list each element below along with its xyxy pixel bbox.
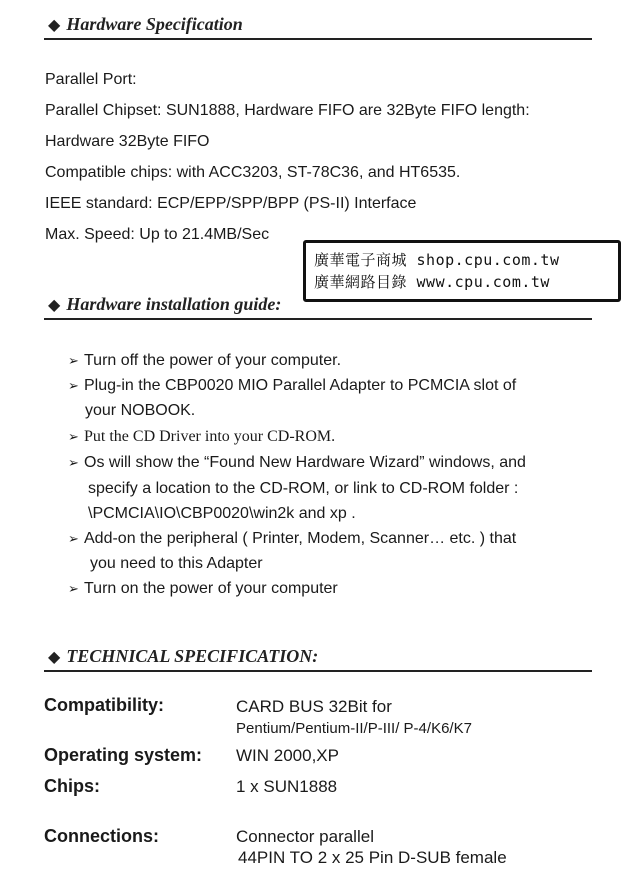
arrow-right-icon: ➢ bbox=[68, 455, 79, 470]
arrow-right-icon: ➢ bbox=[68, 429, 79, 444]
chips-label: Chips: bbox=[44, 776, 100, 796]
retailer-stamp bbox=[303, 240, 621, 302]
list-item-continuation: you need to this Adapter bbox=[90, 555, 263, 572]
spec-line: Compatible chips: with ACC3203, ST-78C36, and HT6535. bbox=[45, 164, 461, 181]
hardware-spec-heading-text: Hardware Specification bbox=[66, 14, 243, 34]
connections-label: Connections: bbox=[44, 826, 159, 846]
list-item: ➢ Turn on the power of your computer bbox=[68, 580, 338, 597]
diamond-icon: ◆ bbox=[48, 17, 61, 34]
spec-line: Parallel Chipset: SUN1888, Hardware FIFO are 32Byte FIFO length: bbox=[45, 102, 530, 119]
arrow-right-icon: ➢ bbox=[68, 353, 79, 368]
install-guide-heading-text: Hardware installation guide: bbox=[66, 294, 282, 314]
list-item: ➢ Plug-in the CBP0020 MIO Parallel Adapter to PCMCIA slot of bbox=[68, 377, 517, 394]
list-item-continuation: specify a location to the CD-ROM, or link to CD-ROM folder : bbox=[88, 480, 519, 497]
diamond-icon: ◆ bbox=[48, 297, 61, 314]
tech-spec-heading bbox=[44, 646, 592, 672]
compatibility-sub: Pentium/Pentium-II/P-III/ P-4/K6/K7 bbox=[236, 720, 472, 737]
os-label: Operating system: bbox=[44, 745, 203, 765]
list-item: ➢ Put the CD Driver into your CD-ROM. bbox=[68, 428, 336, 445]
tech-spec-heading-text: TECHNICAL SPECIFICATION: bbox=[66, 646, 319, 666]
list-item: ➢ Add-on the peripheral ( Printer, Modem, Scanner… etc. ) that bbox=[68, 530, 517, 547]
arrow-right-icon: ➢ bbox=[68, 531, 79, 546]
list-item: ➢ Turn off the power of your computer. bbox=[68, 352, 342, 369]
list-item-continuation: \PCMCIA\IO\CBP0020\win2k and xp . bbox=[88, 505, 356, 522]
spec-line: Parallel Port: bbox=[45, 71, 137, 88]
stamp-row-shop: 廣華電子商城 shop.cpu.com.tw bbox=[314, 251, 560, 269]
spec-line: IEEE standard: ECP/EPP/SPP/BPP (PS-II) Interface bbox=[45, 195, 417, 212]
install-guide-heading bbox=[44, 294, 592, 320]
diamond-icon: ◆ bbox=[48, 649, 61, 666]
os-value: WIN 2000,XP bbox=[236, 746, 339, 765]
compatibility-value: CARD BUS 32Bit for bbox=[236, 697, 392, 716]
arrow-right-icon: ➢ bbox=[68, 581, 79, 596]
chips-value: 1 x SUN1888 bbox=[236, 777, 338, 796]
spec-line: Hardware 32Byte FIFO bbox=[45, 133, 210, 150]
list-item: ➢ Os will show the “Found New Hardware Wizard” windows, and bbox=[68, 454, 526, 471]
spec-line: Max. Speed: Up to 21.4MB/Sec bbox=[45, 226, 270, 243]
compatibility-label: Compatibility: bbox=[44, 695, 164, 715]
list-item-continuation: your NOBOOK. bbox=[85, 402, 196, 419]
connections-sub: 44PIN TO 2 x 25 Pin D-SUB female bbox=[238, 848, 507, 867]
connections-value: Connector parallel bbox=[236, 827, 374, 846]
hardware-spec-heading bbox=[44, 14, 592, 40]
arrow-right-icon: ➢ bbox=[68, 378, 79, 393]
stamp-row-catalog: 廣華網路目錄 www.cpu.com.tw bbox=[314, 273, 550, 291]
